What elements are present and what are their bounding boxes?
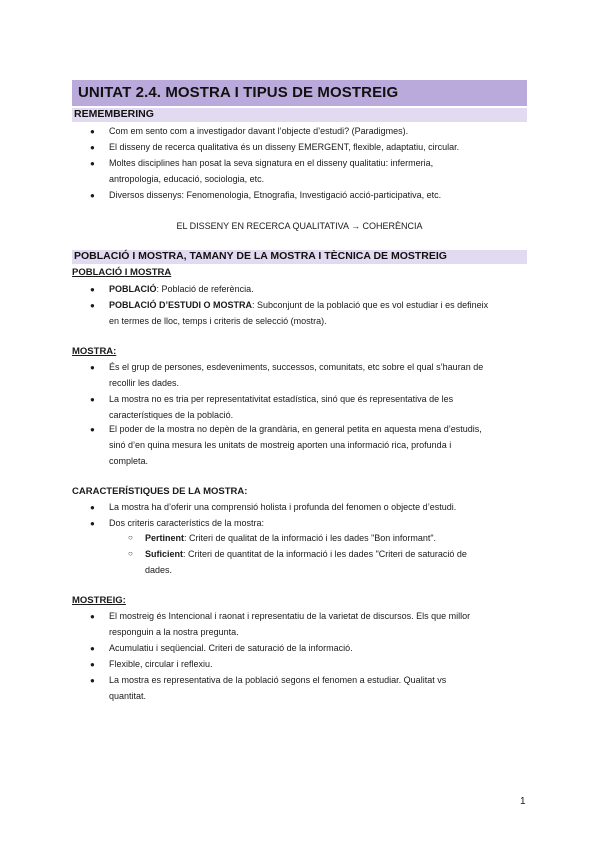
remembering-bullet-1: Com em sento com a investigador davant l’objecte d’estudi? (Paradigmes). <box>109 126 409 136</box>
title-band <box>72 80 527 106</box>
mostra-bullet-1: És el grup de persones, esdeveniments, successos, comunitats, etc sobre el qual s’hauran de <box>109 362 484 372</box>
mostreig-bullet-4: La mostra es representativa de la població segons el fenomen a estudiar. Qualitat vs <box>109 675 447 685</box>
caracteristiques-bullet-2: Dos criteris característics de la mostra: <box>109 518 265 528</box>
mostra-bullet-3: El poder de la mostra no depèn de la grandària, en general petita en aquesta mena d’estudis, <box>109 424 482 434</box>
page-title: UNITAT 2.4. MOSTRA I TIPUS DE MOSTREIG <box>78 84 399 101</box>
bullet-dot: ● <box>90 301 95 310</box>
mostra-bullet-3-cont: sinó d’en quina mesura les unitats de mostreig aporten una informació rica, profunda i <box>109 440 452 450</box>
bullet-dot: ● <box>90 191 95 200</box>
bullet-dot: ● <box>90 503 95 512</box>
sub-bullet-pertinent: Pertinent: Criteri de qualitat de la informació i les dades "Bon informant". <box>145 533 437 543</box>
bullet-dot: ● <box>90 395 95 404</box>
sub-bullet-suficient-cont: dades. <box>145 565 173 575</box>
mostra-heading: MOSTRA: <box>72 346 117 357</box>
poblacio-bullet-2: POBLACIÓ D’ESTUDI O MOSTRA: Subconjunt de la població que es vol estudiar i es defineix <box>109 300 489 310</box>
sub-bullet-circle: ○ <box>128 533 133 542</box>
caracteristiques-bullet-1: La mostra ha d’oferir una comprensió holista i profunda del fenomen o objecte d’estudi. <box>109 502 457 512</box>
sub-bullet-suficient: Suficient: Criteri de quantitat de la informació i les dades "Criteri de saturació de <box>145 549 467 559</box>
mostreig-bullet-1: El mostreig és Intencional i raonat i representatiu de la varietat de discursos. Els que millor <box>109 611 471 621</box>
bullet-dot: ● <box>90 660 95 669</box>
bullet-dot: ● <box>90 676 95 685</box>
poblacio-bullet-2-cont: en termes de lloc, temps i criteris de selecció (mostra). <box>109 316 327 326</box>
remembering-bullet-4: Diversos dissenys: Fenomenologia, Etnografia, Investigació acció-participativa, etc. <box>109 190 442 200</box>
mostreig-bullet-3: Flexible, circular i reflexiu. <box>109 659 213 669</box>
mostra-bullet-2-cont: característiques de la població. <box>109 410 234 420</box>
coherence-line: EL DISSENY EN RECERCA QUALITATIVA → COHERÈNCIA <box>176 221 423 231</box>
mostreig-bullet-4-cont: quantitat. <box>109 691 147 701</box>
remembering-bullet-3: Moltes disciplines han posat la seva signatura en el disseny qualitatiu: infermeria, <box>109 158 434 168</box>
bullet-dot: ● <box>90 363 95 372</box>
poblacio-heading: POBLACIÓ I MOSTRA <box>72 267 172 278</box>
mostreig-bullet-1-cont: responguin a la nostra pregunta. <box>109 627 239 637</box>
bullet-dot: ● <box>90 285 95 294</box>
mostreig-heading: MOSTREIG: <box>72 595 126 606</box>
bullet-dot: ● <box>90 644 95 653</box>
page-number: 1 <box>520 796 526 807</box>
bullet-dot: ● <box>90 612 95 621</box>
poblacio-bullet-1: POBLACIÓ: Població de referència. <box>109 284 254 294</box>
mostra-bullet-3-cont2: completa. <box>109 456 149 466</box>
mostreig-bullet-2: Acumulatiu i seqüencial. Criteri de saturació de la informació. <box>109 643 353 653</box>
remembering-heading: REMEMBERING <box>74 108 154 120</box>
bullet-dot: ● <box>90 143 95 152</box>
bullet-dot: ● <box>90 519 95 528</box>
mostra-bullet-2: La mostra no es tria per representativitat estadística, sinó que és representativa de les <box>109 394 454 404</box>
bullet-dot: ● <box>90 127 95 136</box>
section2-heading: POBLACIÓ I MOSTRA, TAMANY DE LA MOSTRA I TÈCNICA DE MOSTREIG <box>74 250 447 262</box>
remembering-bullet-3-cont: antropologia, educació, sociologia, etc. <box>109 174 265 184</box>
section2-band <box>72 250 527 264</box>
sub-bullet-circle: ○ <box>128 549 133 558</box>
caracteristiques-heading: CARACTERÍSTIQUES DE LA MOSTRA: <box>72 486 248 497</box>
bullet-dot: ● <box>90 159 95 168</box>
remembering-band <box>72 108 527 122</box>
remembering-bullet-2: El disseny de recerca qualitativa és un disseny EMERGENT, flexible, adaptatiu, circular. <box>109 142 460 152</box>
bullet-dot: ● <box>90 425 95 434</box>
mostra-bullet-1-cont: recollir les dades. <box>109 378 180 388</box>
